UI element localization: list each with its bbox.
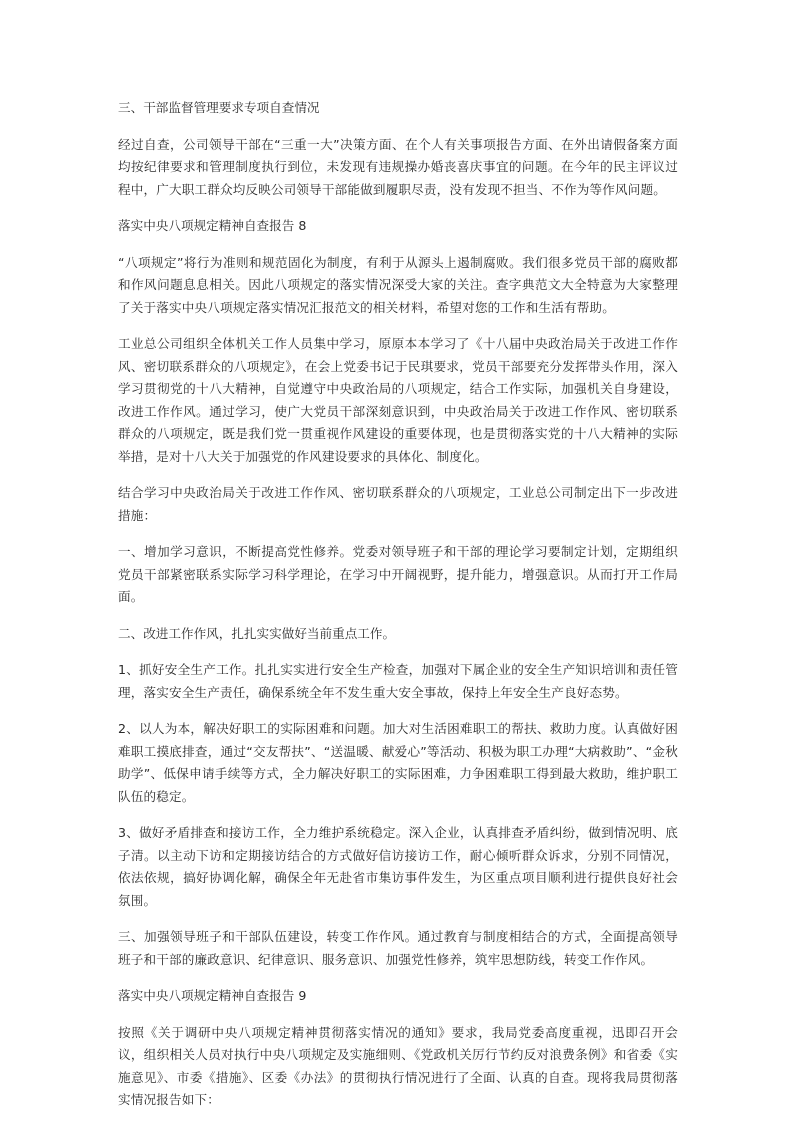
paragraph-worker-difficulties: 2、以人为本，解决好职工的实际困难和问题。加大对生活困难职工的帮扶、救助力度。认真做好困难职工摸底排查，通过“交友帮扶”、“送温暖、献爱心”等活动、积极为职工办理“大病救助”、“金秋助学”、低保申请手续等方式，全力解决好职工的实际困难，力争困难职工得到最大救助，维护职工队伍的稳定。 bbox=[118, 721, 678, 804]
paragraph-measure-3: 三、加强领导班子和干部队伍建设，转变工作作风。通过教育与制度相结合的方式，全面提高领导班子和干部的廉政意识、纪律意识、服务意识、加强党性修养，筑牢思想防线，转变工作作风。 bbox=[118, 929, 678, 967]
paragraph-improvement-measures: 结合学习中央政治局关于改进工作作风、密切联系群众的八项规定，工业总公司制定出下一步改进措施： bbox=[118, 485, 678, 523]
report-title-8: 落实中央八项规定精神自查报告 8 bbox=[118, 218, 307, 233]
paragraph-measure-2-heading: 二、改进工作作风，扎扎实实做好当前重点工作。 bbox=[118, 625, 396, 641]
section-heading-cadre-supervision: 三、干部监督管理要求专项自查情况 bbox=[118, 100, 320, 115]
paragraph-eight-rules-intro: “八项规定”将行为准则和规范固化为制度，有利于从源头上遏制腐败。我们很多党员干部的腐败都和作风问题息息相关。因此八项规定的落实情况深受大家的关注。查字典范文大全特意为大家整理了关于落实中央八项规定落实情况汇报范文的相关材料，希望对您的工作和生活有帮助。 bbox=[118, 254, 678, 315]
paragraph-measure-1: 一、增加学习意识，不断提高党性修养。党委对领导班子和干部的理论学习要制定计划，定期组织党员干部紧密联系实际学习科学理论，在学习中开阔视野，提升能力，增强意识。从而打开工作局面。 bbox=[118, 544, 678, 604]
paragraph-conflict-petition: 3、做好矛盾排查和接访工作，全力维护系统稳定。深入企业，认真排查矛盾纠纷，做到情况明、底子清。以主动下访和定期接访结合的方式做好信访接访工作，耐心倾听群众诉求，分别不同情况，依法依规，搞好协调化解，确保全年无赴省市集访事件发生，为区重点项目顺利进行提供良好社会氛围。 bbox=[118, 825, 678, 908]
report-title-9: 落实中央八项规定精神自查报告 9 bbox=[118, 988, 307, 1003]
paragraph-safety-production: 1、抓好安全生产工作。扎扎实实进行安全生产检查，加强对下属企业的安全生产知识培训和责任管理，落实安全生产责任，确保系统全年不发生重大安全事故，保持上年安全生产良好态势。 bbox=[118, 662, 678, 700]
paragraph-self-check-result: 经过自查，公司领导干部在“三重一大”决策方面、在个人有关事项报告方面、在外出请假备案方面均按纪律要求和管理制度执行到位，未发现有违规操办婚丧喜庆事宜的问题。在今年的民主评议过程中，广大职工群众均反映公司领导干部能做到履职尽责，没有发现不担当、不作为等作风问题。 bbox=[118, 136, 678, 197]
paragraph-notice-self-check: 按照《关于调研中央八项规定精神贯彻落实情况的通知》要求，我局党委高度重视，迅即召开会议，组织相关人员对执行中央八项规定及实施细则、《党政机关厉行节约反对浪费条例》和省委《实施意见》、市委《措施》、区委《办法》的贯彻执行情况进行了全面、认真的自查。现将我局贯彻落实情况报告如下： bbox=[118, 1024, 678, 1107]
paragraph-study-session: 工业总公司组织全体机关工作人员集中学习，原原本本学习了《十八届中央政治局关于改进工作作风、密切联系群众的八项规定》，在会上党委书记于民琪要求，党员干部要充分发挥带头作用，深入学习贯彻党的十八大精神，自觉遵守中央政治局的八项规定，结合工作实际，加强机关自身建设，改进工作作风。通过学习，使广大党员干部深刻意识到，中央政治局关于改进工作作风、密切联系群众的八项规定，既是我们党一贯重视作风建设的重要体现，也是贯彻落实党的十八大精神的实际举措，是对十八大关于加强党的作风建设要求的具体化、制度化。 bbox=[118, 336, 678, 464]
document-body bbox=[118, 97, 678, 1112]
